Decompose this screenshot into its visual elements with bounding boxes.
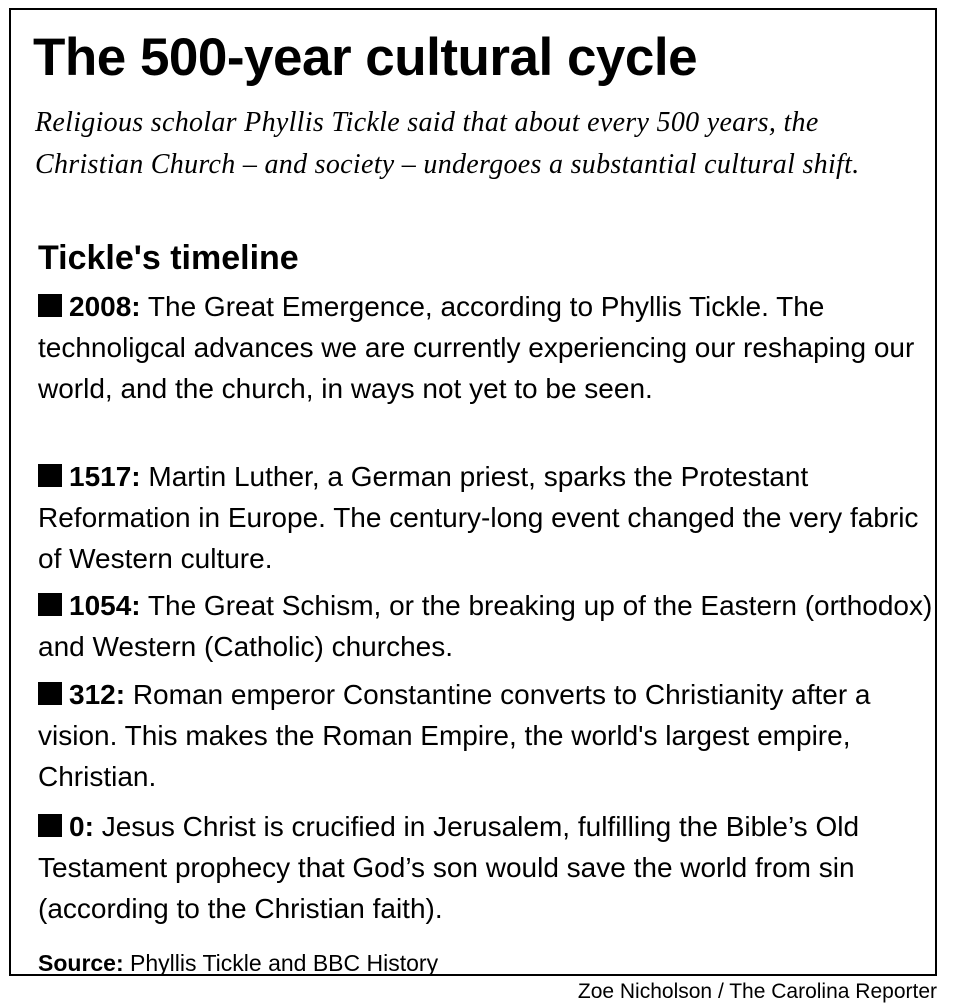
page-title: The 500-year cultural cycle	[33, 28, 698, 87]
entry-year: 1054:	[69, 590, 141, 621]
entry-text: Martin Luther, a German priest, sparks the Protestant Reformation in Europe. The century-long event changed the very fabric of Western culture.	[38, 461, 919, 574]
graphic-frame	[9, 8, 937, 976]
entry-text: Jesus Christ is crucified in Jerusalem, fulfilling the Bible’s Old Testament prophecy that God’s son would save the world from sin (according to the Christian faith).	[38, 811, 860, 924]
timeline-heading: Tickle's timeline	[38, 239, 299, 277]
entry-year: 312:	[69, 679, 126, 710]
entry-year: 2008:	[69, 291, 141, 322]
timeline-entry-1517	[38, 456, 933, 579]
entry-text: The Great Emergence, according to Phyllis Tickle. The technoligcal advances we are currently experiencing our reshaping our world, and the church, in ways not yet to be seen.	[38, 291, 915, 404]
entry-text: Roman emperor Constantine converts to Christianity after a vision. This makes the Roman Empire, the world's largest empire, Christian.	[38, 679, 871, 792]
timeline-entry-0	[38, 806, 933, 929]
timeline-entry-1054	[38, 585, 933, 667]
entry-text: The Great Schism, or the breaking up of the Eastern (orthodox) and Western (Catholic) churches.	[38, 590, 933, 662]
intro-text: Religious scholar Phyllis Tickle said that about every 500 years, the Christian Church – and society – undergoes a substantial cultural shift.	[35, 107, 860, 180]
credit-line: Zoe Nicholson / The Carolina Reporter	[577, 980, 937, 1003]
source-label: Source:	[38, 950, 124, 976]
source-text: Phyllis Tickle and BBC History	[130, 950, 439, 976]
square-bullet-icon	[38, 294, 62, 317]
square-bullet-icon	[38, 593, 62, 616]
square-bullet-icon	[38, 464, 62, 487]
timeline-entry-312	[38, 674, 933, 797]
entry-year: 1517:	[69, 461, 141, 492]
square-bullet-icon	[38, 682, 62, 705]
source-line	[38, 947, 438, 979]
entry-year: 0:	[69, 811, 94, 842]
square-bullet-icon	[38, 814, 62, 837]
timeline-entry-2008	[38, 286, 933, 409]
